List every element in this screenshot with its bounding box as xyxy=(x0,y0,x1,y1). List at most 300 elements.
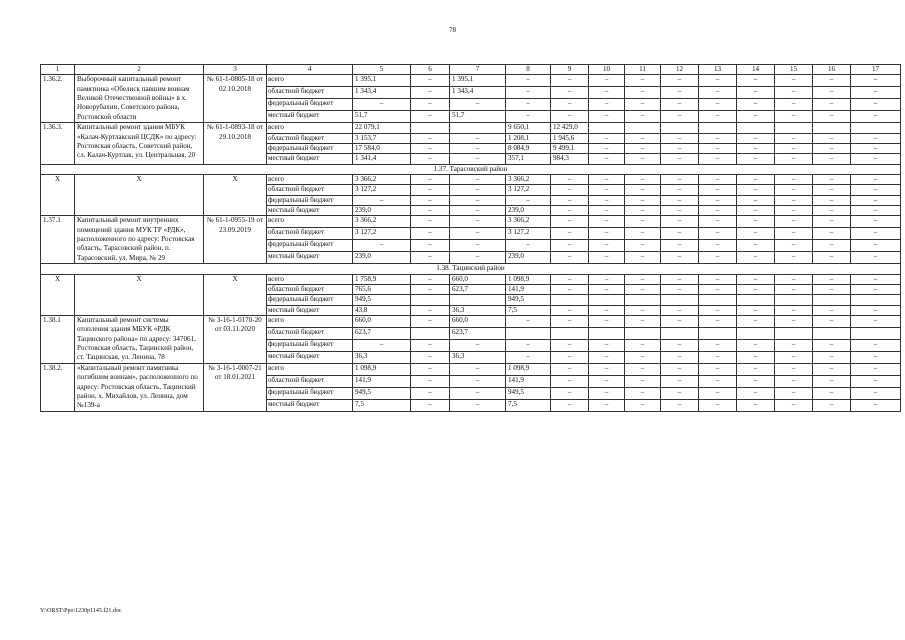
value-cell: – xyxy=(411,216,450,228)
value-cell: – xyxy=(851,363,901,375)
value-cell: – xyxy=(699,363,737,375)
value-cell: 141,9 xyxy=(506,375,551,387)
value-cell xyxy=(411,295,450,305)
value-cell: 623,7 xyxy=(450,284,506,294)
value-cell: – xyxy=(699,339,737,351)
value-cell xyxy=(775,123,813,133)
value-cell: – xyxy=(353,339,411,351)
value-cell: – xyxy=(851,216,901,228)
value-cell: – xyxy=(661,185,699,195)
value-cell: – xyxy=(589,351,625,363)
value-cell: – xyxy=(551,99,589,111)
value-cell: – xyxy=(813,75,851,87)
funding-source: местный бюджет xyxy=(267,154,353,164)
value-cell: – xyxy=(589,87,625,99)
value-cell: – xyxy=(551,399,589,411)
value-cell: – xyxy=(589,399,625,411)
value-cell: – xyxy=(411,339,450,351)
value-cell: – xyxy=(813,99,851,111)
header-cell-4: 4 xyxy=(267,65,353,75)
value-cell: – xyxy=(699,305,737,315)
value-cell: 949,5 xyxy=(353,295,411,305)
value-cell: – xyxy=(661,87,699,99)
value-cell: – xyxy=(589,375,625,387)
value-cell: 1 098,9 xyxy=(506,363,551,375)
value-cell: – xyxy=(699,375,737,387)
funding-source: областной бюджет xyxy=(267,375,353,387)
value-cell: – xyxy=(737,375,775,387)
value-cell: – xyxy=(737,363,775,375)
value-cell: – xyxy=(851,87,901,99)
value-cell: – xyxy=(775,111,813,123)
header-cell-6: 6 xyxy=(411,65,450,75)
value-cell: – xyxy=(661,111,699,123)
funding-source: местный бюджет xyxy=(267,111,353,123)
value-cell: 239,0 xyxy=(353,206,411,216)
value-cell: – xyxy=(699,111,737,123)
value-cell xyxy=(661,123,699,133)
value-cell xyxy=(813,123,851,133)
funding-source: областной бюджет xyxy=(267,284,353,294)
value-cell: 623,7 xyxy=(353,327,411,339)
budget-table-wrapper xyxy=(40,64,880,412)
value-cell: – xyxy=(625,185,661,195)
value-cell: – xyxy=(551,375,589,387)
value-cell: – xyxy=(589,228,625,240)
value-cell: – xyxy=(775,143,813,153)
value-cell: – xyxy=(737,274,775,284)
value-cell: – xyxy=(699,387,737,399)
value-cell: 3 127,2 xyxy=(353,185,411,195)
section-title: 1.38. Тацинский район xyxy=(41,264,901,274)
table-row xyxy=(41,123,901,133)
value-cell: – xyxy=(813,305,851,315)
value-cell: – xyxy=(589,363,625,375)
value-cell: – xyxy=(661,216,699,228)
value-cell: – xyxy=(813,339,851,351)
value-cell: – xyxy=(775,174,813,184)
value-cell xyxy=(506,327,551,339)
value-cell: – xyxy=(625,111,661,123)
value-cell: 7,5 xyxy=(506,399,551,411)
value-cell: – xyxy=(589,99,625,111)
value-cell: – xyxy=(589,387,625,399)
value-cell: – xyxy=(813,143,851,153)
value-cell: – xyxy=(450,375,506,387)
header-cell-5: 5 xyxy=(353,65,411,75)
document-reference: Х xyxy=(204,274,267,315)
value-cell: – xyxy=(589,174,625,184)
funding-source: местный бюджет xyxy=(267,252,353,264)
value-cell: – xyxy=(589,305,625,315)
value-cell: 9 650,1 xyxy=(506,123,551,133)
value-cell: – xyxy=(661,363,699,375)
value-cell: 949,5 xyxy=(506,387,551,399)
value-cell: – xyxy=(411,240,450,252)
value-cell: – xyxy=(506,111,551,123)
value-cell: – xyxy=(737,143,775,153)
value-cell: – xyxy=(737,206,775,216)
item-number: 1.36.2. xyxy=(41,75,75,123)
value-cell: – xyxy=(411,143,450,153)
value-cell: – xyxy=(506,195,551,205)
value-cell: 3 366,2 xyxy=(353,216,411,228)
value-cell: – xyxy=(775,133,813,143)
value-cell: – xyxy=(813,363,851,375)
value-cell: 1 098,9 xyxy=(353,363,411,375)
value-cell: – xyxy=(737,75,775,87)
value-cell xyxy=(411,123,450,133)
value-cell: 3 366,2 xyxy=(506,216,551,228)
value-cell: – xyxy=(813,375,851,387)
value-cell: – xyxy=(813,315,851,327)
value-cell xyxy=(661,327,699,339)
value-cell: 1 343,4 xyxy=(450,87,506,99)
value-cell: – xyxy=(661,75,699,87)
value-cell: – xyxy=(699,216,737,228)
header-cell-17: 17 xyxy=(851,65,901,75)
value-cell: – xyxy=(589,339,625,351)
value-cell: 141,9 xyxy=(353,375,411,387)
document-reference: № 61-1-0805-18 от 02.10.2018 xyxy=(204,75,267,123)
value-cell: – xyxy=(699,284,737,294)
value-cell: – xyxy=(625,399,661,411)
value-cell: – xyxy=(411,195,450,205)
value-cell: – xyxy=(775,154,813,164)
value-cell: – xyxy=(775,99,813,111)
value-cell xyxy=(625,123,661,133)
funding-source: областной бюджет xyxy=(267,87,353,99)
value-cell: – xyxy=(625,240,661,252)
value-cell: – xyxy=(661,143,699,153)
value-cell: – xyxy=(551,339,589,351)
value-cell: – xyxy=(411,363,450,375)
value-cell: – xyxy=(813,252,851,264)
object-description: Капитальный ремонт здания МБУК «Калач-Куртлакский ЦСДК» по адресу: Ростовская область, Советский район, сл. Калач-Куртлак, ул. Центральная, 20 xyxy=(75,123,204,164)
value-cell: – xyxy=(813,399,851,411)
value-cell: – xyxy=(625,305,661,315)
funding-source: местный бюджет xyxy=(267,351,353,363)
value-cell xyxy=(699,295,737,305)
funding-source: областной бюджет xyxy=(267,133,353,143)
value-cell: – xyxy=(625,339,661,351)
value-cell: – xyxy=(737,228,775,240)
funding-source: федеральный бюджет xyxy=(267,240,353,252)
value-cell: – xyxy=(851,143,901,153)
value-cell: 623,7 xyxy=(450,327,506,339)
table-row xyxy=(41,274,901,284)
value-cell: – xyxy=(737,133,775,143)
value-cell: 3 127,2 xyxy=(353,228,411,240)
value-cell: – xyxy=(411,315,450,327)
value-cell: – xyxy=(851,195,901,205)
value-cell: – xyxy=(450,143,506,153)
value-cell: – xyxy=(450,206,506,216)
object-description: Х xyxy=(75,274,204,315)
value-cell: – xyxy=(851,133,901,143)
funding-source: всего xyxy=(267,216,353,228)
value-cell: – xyxy=(813,284,851,294)
value-cell xyxy=(589,123,625,133)
value-cell: – xyxy=(450,399,506,411)
document-reference: Х xyxy=(204,174,267,215)
value-cell: – xyxy=(589,252,625,264)
value-cell: – xyxy=(411,274,450,284)
value-cell: – xyxy=(589,185,625,195)
value-cell: – xyxy=(699,252,737,264)
value-cell: – xyxy=(737,174,775,184)
value-cell: 36,3 xyxy=(353,351,411,363)
table-row xyxy=(41,363,901,375)
value-cell: – xyxy=(661,399,699,411)
document-reference: № 3-16-1-0170-20 от 03.11.2020 xyxy=(204,315,267,363)
value-cell: – xyxy=(737,216,775,228)
header-cell-3: 3 xyxy=(204,65,267,75)
value-cell: – xyxy=(813,111,851,123)
object-description: Капитальный ремонт внутренних помещений здания МУК ТР «РДК», расположенного по адресу: Ростовская область, Тарасовский район, п. Тарасовский, ул. Мира, № 29 xyxy=(75,216,204,264)
value-cell: – xyxy=(411,99,450,111)
value-cell: 1 395,1 xyxy=(450,75,506,87)
value-cell: – xyxy=(450,133,506,143)
value-cell: – xyxy=(589,143,625,153)
value-cell: 984,3 xyxy=(551,154,589,164)
value-cell: – xyxy=(450,363,506,375)
funding-source: всего xyxy=(267,363,353,375)
value-cell: – xyxy=(411,206,450,216)
item-number: Х xyxy=(41,274,75,315)
value-cell: – xyxy=(589,154,625,164)
value-cell: – xyxy=(775,375,813,387)
value-cell: 3 366,2 xyxy=(353,174,411,184)
value-cell: – xyxy=(699,133,737,143)
funding-source: всего xyxy=(267,274,353,284)
value-cell: – xyxy=(589,133,625,143)
value-cell: – xyxy=(589,284,625,294)
value-cell: 9 499,1 xyxy=(551,143,589,153)
funding-source: федеральный бюджет xyxy=(267,295,353,305)
value-cell: – xyxy=(661,375,699,387)
value-cell: – xyxy=(625,228,661,240)
value-cell xyxy=(551,295,589,305)
value-cell: – xyxy=(661,228,699,240)
value-cell xyxy=(661,295,699,305)
value-cell: – xyxy=(851,284,901,294)
value-cell: – xyxy=(625,315,661,327)
value-cell: – xyxy=(851,387,901,399)
value-cell xyxy=(851,123,901,133)
value-cell: – xyxy=(737,154,775,164)
value-cell: – xyxy=(411,387,450,399)
value-cell: – xyxy=(551,387,589,399)
value-cell: – xyxy=(851,240,901,252)
header-cell-8: 8 xyxy=(506,65,551,75)
value-cell: – xyxy=(699,99,737,111)
header-cell-11: 11 xyxy=(625,65,661,75)
value-cell: – xyxy=(450,240,506,252)
value-cell: – xyxy=(625,87,661,99)
value-cell: – xyxy=(775,399,813,411)
value-cell xyxy=(699,123,737,133)
section-row xyxy=(41,264,901,274)
value-cell: – xyxy=(506,87,551,99)
document-reference: № 61-1-0893-18 от 29.10.2018 xyxy=(204,123,267,164)
header-cell-7: 7 xyxy=(450,65,506,75)
value-cell: – xyxy=(813,87,851,99)
value-cell: – xyxy=(775,315,813,327)
value-cell: – xyxy=(775,305,813,315)
value-cell: – xyxy=(411,399,450,411)
document-reference: № 3-16-1-0007-21 от 18.01.2021 xyxy=(204,363,267,411)
value-cell: – xyxy=(851,185,901,195)
value-cell: – xyxy=(450,195,506,205)
value-cell: – xyxy=(851,228,901,240)
value-cell: – xyxy=(775,339,813,351)
budget-table xyxy=(40,64,901,412)
value-cell: – xyxy=(661,252,699,264)
value-cell: 239,0 xyxy=(506,252,551,264)
value-cell: 357,1 xyxy=(506,154,551,164)
funding-source: федеральный бюджет xyxy=(267,195,353,205)
value-cell: – xyxy=(737,284,775,294)
value-cell: – xyxy=(506,75,551,87)
value-cell: – xyxy=(551,185,589,195)
value-cell: – xyxy=(851,305,901,315)
value-cell: – xyxy=(625,174,661,184)
item-number: 1.38.1 xyxy=(41,315,75,363)
header-cell-12: 12 xyxy=(661,65,699,75)
funding-source: всего xyxy=(267,123,353,133)
value-cell: – xyxy=(699,399,737,411)
value-cell: 1 341,4 xyxy=(353,154,411,164)
object-description: Капитальный ремонт системы отопления здания МБУК «РДК Тацинского района» по адресу: 347061, Ростовская область, Тацинский район, ст. Тацинская, ул. Ленина, 78 xyxy=(75,315,204,363)
value-cell: – xyxy=(737,87,775,99)
value-cell: – xyxy=(411,252,450,264)
value-cell: – xyxy=(661,154,699,164)
value-cell: – xyxy=(851,111,901,123)
value-cell: – xyxy=(813,185,851,195)
value-cell: 660,0 xyxy=(353,315,411,327)
value-cell: 22 079,1 xyxy=(353,123,411,133)
object-description: Выборочный капитальный ремонт памятника «Обелиск павшим воинам Великой Отечественной войны» в х. Новорубахин, Советского района, Ростовской области xyxy=(75,75,204,123)
value-cell: – xyxy=(775,274,813,284)
value-cell: – xyxy=(737,240,775,252)
header-cell-1: 1 xyxy=(41,65,75,75)
funding-source: местный бюджет xyxy=(267,399,353,411)
value-cell: – xyxy=(411,284,450,294)
value-cell: – xyxy=(551,252,589,264)
value-cell: – xyxy=(813,216,851,228)
value-cell: – xyxy=(589,111,625,123)
value-cell: – xyxy=(737,305,775,315)
funding-source: областной бюджет xyxy=(267,327,353,339)
value-cell: – xyxy=(506,240,551,252)
value-cell xyxy=(851,327,901,339)
header-cell-9: 9 xyxy=(551,65,589,75)
value-cell: 239,0 xyxy=(506,206,551,216)
value-cell: – xyxy=(450,387,506,399)
value-cell: – xyxy=(775,363,813,375)
value-cell: – xyxy=(851,375,901,387)
value-cell: 1 395,1 xyxy=(353,75,411,87)
value-cell: – xyxy=(589,216,625,228)
item-number: 1.38.2. xyxy=(41,363,75,411)
header-cell-14: 14 xyxy=(737,65,775,75)
value-cell: – xyxy=(813,351,851,363)
value-cell: – xyxy=(813,154,851,164)
value-cell: – xyxy=(411,87,450,99)
value-cell: – xyxy=(506,315,551,327)
object-description: «Капитальный ремонт памятника погибшим воинам», расположенного по адресу: Ростовская область, Тацинский район, х. Михайлов, ул. Ленина, дом №139-а xyxy=(75,363,204,411)
value-cell: – xyxy=(661,387,699,399)
value-cell: 51,7 xyxy=(450,111,506,123)
value-cell: – xyxy=(851,154,901,164)
value-cell: – xyxy=(775,387,813,399)
value-cell: – xyxy=(625,274,661,284)
value-cell: – xyxy=(589,315,625,327)
value-cell: – xyxy=(625,216,661,228)
value-cell: – xyxy=(699,87,737,99)
value-cell: – xyxy=(589,195,625,205)
value-cell: – xyxy=(737,351,775,363)
table-row xyxy=(41,216,901,228)
value-cell: – xyxy=(450,99,506,111)
value-cell: – xyxy=(589,75,625,87)
value-cell xyxy=(589,327,625,339)
value-cell: – xyxy=(813,240,851,252)
value-cell: – xyxy=(851,339,901,351)
value-cell: – xyxy=(625,133,661,143)
item-number: 1.36.3. xyxy=(41,123,75,164)
value-cell: – xyxy=(851,315,901,327)
funding-source: всего xyxy=(267,174,353,184)
funding-source: федеральный бюджет xyxy=(267,143,353,153)
value-cell: – xyxy=(551,195,589,205)
value-cell: 141,9 xyxy=(506,284,551,294)
value-cell: – xyxy=(661,195,699,205)
value-cell: 7,5 xyxy=(506,305,551,315)
value-cell: 43,8 xyxy=(353,305,411,315)
value-cell xyxy=(737,123,775,133)
value-cell: – xyxy=(353,240,411,252)
value-cell: – xyxy=(625,284,661,294)
value-cell: – xyxy=(411,375,450,387)
value-cell: – xyxy=(851,99,901,111)
value-cell: – xyxy=(737,387,775,399)
value-cell: 7,5 xyxy=(353,399,411,411)
value-cell: – xyxy=(699,274,737,284)
value-cell xyxy=(411,327,450,339)
value-cell: 1 208,1 xyxy=(506,133,551,143)
section-row xyxy=(41,164,901,174)
value-cell: – xyxy=(661,305,699,315)
value-cell: – xyxy=(625,375,661,387)
value-cell: – xyxy=(551,111,589,123)
value-cell: – xyxy=(411,228,450,240)
value-cell: – xyxy=(551,284,589,294)
value-cell: – xyxy=(775,216,813,228)
value-cell: – xyxy=(551,75,589,87)
value-cell: – xyxy=(589,206,625,216)
value-cell xyxy=(813,295,851,305)
value-cell: 36,3 xyxy=(450,351,506,363)
value-cell: – xyxy=(551,206,589,216)
table-body xyxy=(41,65,901,412)
value-cell xyxy=(450,295,506,305)
value-cell: 51,7 xyxy=(353,111,411,123)
value-cell: – xyxy=(551,351,589,363)
value-cell: – xyxy=(551,87,589,99)
header-cell-13: 13 xyxy=(699,65,737,75)
